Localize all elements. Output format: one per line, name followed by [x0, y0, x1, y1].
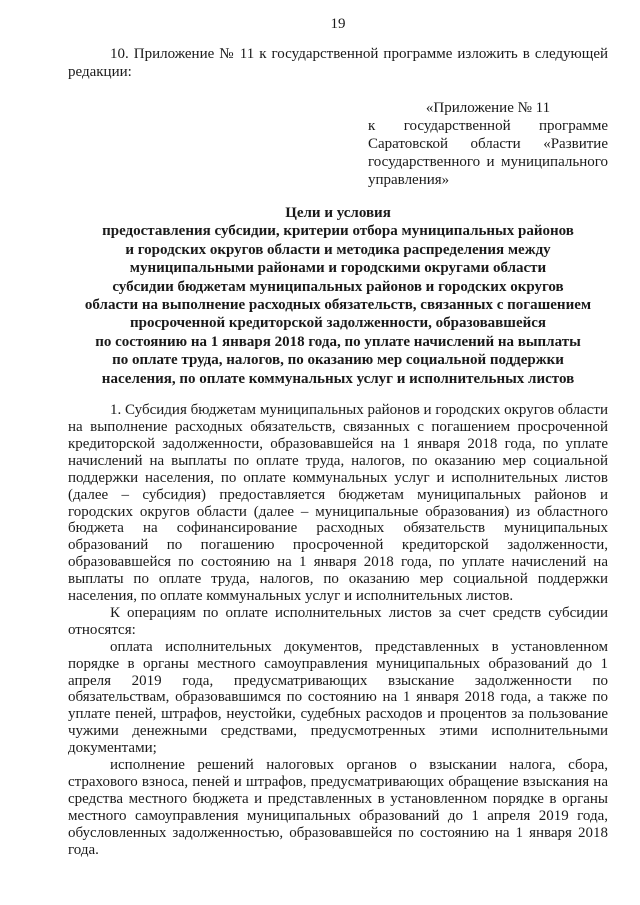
- section-heading-line: и городских округов области и методика распределения между: [125, 241, 551, 258]
- appendix-reference-line: управления»: [368, 172, 450, 188]
- document-body: [68, 402, 608, 858]
- appendix-reference-line: к государственной программе: [368, 118, 608, 134]
- section-heading-line: Цели и условия: [285, 205, 391, 221]
- section-heading-line: муниципальными районами и городскими округами области: [129, 260, 547, 277]
- section-heading-line: по оплате труда, налогов, по оказанию мер социальной поддержки: [112, 352, 564, 369]
- appendix-reference-line: государственного и муниципального: [368, 154, 608, 170]
- section-heading-line: субсидии бюджетам муниципальных районов и городских округов: [112, 278, 564, 295]
- section-heading-line: предоставления субсидии, критерии отбора муниципальных районов: [102, 223, 574, 240]
- appendix-reference-line: Саратовской области «Развитие: [368, 136, 608, 152]
- section-heading-line: просроченной кредиторской задолженности, образовавшейся: [129, 315, 547, 332]
- section-heading-line: области на выполнение расходных обязательств, связанных с погашением: [84, 297, 592, 314]
- page-number: 19: [330, 16, 346, 32]
- body-paragraph: оплата исполнительных документов, представленных в установленном порядке в органы местного самоуправления муниципальных образований до 1 апреля 2019 года, предусматривающих взыскание задолженности по обязательствам, образовавшимся по состоянию на 1 января 2018 года, а также по уплате пеней, штрафов, неустойки, судебных расходов и процентов за пользование чужими денежными средствами, предусмотренных этими исполнительными документами;: [68, 638, 608, 757]
- appendix-reference-line: «Приложение № 11: [425, 100, 551, 116]
- section-heading-line: населения, по оплате коммунальных услуг и исполнительных листов: [101, 370, 575, 387]
- body-paragraph: 1. Субсидия бюджетам муниципальных районов и городских округов области на выполнение расходных обязательств, связанных с погашением просроченной кредиторской задолженности, образовавшейся на 1 января 2018 года, по уплате начислений на выплаты по оплате труда, налогов, по оказанию мер социальной поддержки населения, по оплате коммунальных услуг и исполнительных листов (далее – субсидия) предоставляется бюджетам муниципальных районов и городских округов области (далее – муниципальные образования) из областного бюджета на софинансирование расходных обязательств муниципальных образований по погашению просроченной кредиторской задолженности, образовавшейся по состоянию на 1 января 2018 года, по уплате начислений на выплаты по оплате труда, налогов, по оказанию мер социальной поддержки населения, по оплате коммунальных услуг и исполнительных листов.: [68, 402, 608, 605]
- amendment-clause: 10. Приложение № 11 к государственной программе изложить в следующей редакции:: [68, 46, 608, 80]
- body-paragraph: исполнение решений налоговых органов о взыскании налога, сбора, страхового взноса, пеней и штрафов, предусматривающих обращение взыскания на средства местного бюджета и представленных в установленном порядке в органы местного самоуправления муниципальных образований до 1 апреля 2019 года, обусловленных задолженностью, образовавшейся по состоянию на 1 января 2018 года.: [68, 757, 608, 858]
- section-heading: [68, 204, 608, 388]
- section-heading-line: по состоянию на 1 января 2018 года, по уплате начислений на выплаты: [95, 333, 581, 350]
- appendix-reference: [368, 99, 608, 189]
- body-paragraph: К операциям по оплате исполнительных листов за счет средств субсидии относятся:: [68, 604, 608, 638]
